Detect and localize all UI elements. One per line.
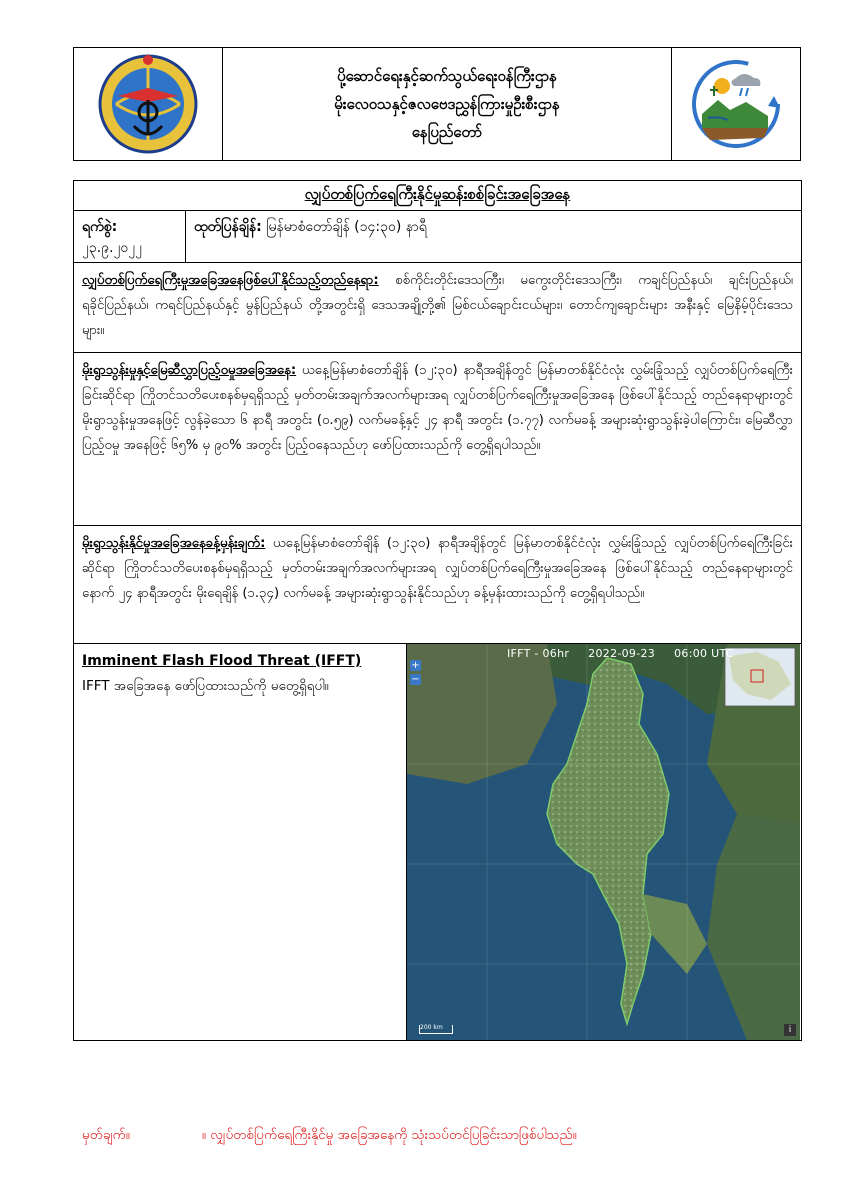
zoom-in-button[interactable]: + — [411, 660, 420, 671]
date-label: ရက်စွဲ: — [82, 219, 118, 235]
footnote-text: ။ လျှပ်တစ်ပြက်ရေကြီးနိုင်မှု အခြေအနေကို သုံးသပ်တင်ပြခြင်းသာဖြစ်ပါသည်။ — [201, 1127, 577, 1143]
header-table — [73, 47, 801, 161]
map-time: 06:00 UTC — [674, 647, 734, 660]
ifft-status-text: IFFT အခြေအနေ ဖော်ပြထားသည်ကို မတွေ့ရှိရပါ။ — [82, 678, 329, 694]
bulletin-title: လျှပ်တစ်ပြက်ရေကြီးနိုင်မှုဆန်းစစ်ခြင်းအခြေအနေ — [74, 181, 801, 211]
map-date: 2022-09-23 — [588, 647, 656, 660]
ifft-map — [407, 644, 800, 1040]
footnote-label: မှတ်ချက်။ — [82, 1127, 130, 1143]
affected-area-section — [74, 263, 801, 353]
date-row — [74, 211, 801, 263]
ministry-logo-icon — [96, 52, 200, 156]
issue-time-value: မြန်မာစံတော်ချိန် (၁၄:၃၀) နာရီ — [266, 219, 427, 235]
ifft-row — [74, 644, 801, 1040]
forecast-section — [74, 526, 801, 644]
header-line-city: နေပြည်တော် — [411, 123, 483, 141]
affected-area-text: စစ်ကိုင်းတိုင်းဒေသကြီး၊ မကွေးတိုင်းဒေသကြီး၊ ကချင်ပြည်နယ်၊ ချင်းပြည်နယ်၊ ရခိုင်ပြည်နယ်၊ ကရင်ပြည်နယ်နှင့် မွန်ပြည်နယ် တို့အတွင်းရှိ ဒေသအချို့တို့၏ မြစ်ငယ်ချောင်းငယ်များ၊ တောင်ကျချောင်းများ အနီးနှင့် မြေနိမ့်ပိုင်းဒေသများ။ — [82, 273, 793, 338]
dmh-logo-cell — [672, 48, 800, 160]
ifft-map-cell — [407, 644, 801, 1040]
map-scale-bar — [419, 1025, 453, 1034]
header-line-department: မိုးလေဝသနှင့်ဇလဗေဒညွှန်ကြားမှုဦးစီးဌာန — [334, 95, 560, 113]
map-product: IFFT - 06hr — [507, 647, 570, 660]
hydrology-cycle-logo-icon — [688, 56, 784, 152]
bulletin-table — [73, 180, 802, 1041]
zoom-out-button[interactable]: − — [411, 674, 420, 685]
date-cell — [74, 211, 186, 262]
current-conditions-text: ယနေ့မြန်မာစံတော်ချိန် (၁၂:၃၀) နာရီအချိန်တွင် မြန်မာတစ်နိုင်ငံလုံး လွှမ်းခြုံသည့် လျှပ်တစ်ပြက်ရေကြီးခြင်းဆိုင်ရာ ကြိုတင်သတိပေးစနစ်မှရရှိသည့် မှတ်တမ်းအချက်အလက်များအရ လျှပ်တစ်ပြက်ရေကြီးမှုအခြေအနေ ဖြစ်ပေါ်နိုင်သည့် တည်နေရာများတွင် မိုးရွာသွန်းမှုအနေဖြင့် လွန်ခဲ့သော ၆ နာရီ အတွင်း (၀.၅၉) လက်မခန့်နှင့် ၂၄ နာရီ အတွင်း (၁.၇၇) လက်မခန့် အများဆုံးရွာသွန်းခဲ့ပါကြောင်း၊ မြေဆီလွှာပြည့်ဝမှု အနေဖြင့် ၆၅% မှ ၉၀% အတွင်း ပြည့်ဝနေသည်ဟု ဖော်ပြထားသည်ကို တွေ့ရှိရပါသည်။ — [82, 363, 793, 453]
myanmar-map-image — [407, 644, 800, 1040]
footnote — [82, 1126, 577, 1146]
forecast-heading: မိုးရွာသွန်းနိုင်မှုအခြေအနေခန့်မှန်းချက်: — [82, 536, 266, 551]
map-header-label — [507, 647, 734, 660]
forecast-text: ယနေ့မြန်မာစံတော်ချိန် (၁၂:၃၀) နာရီအချိန်တွင် မြန်မာတစ်နိုင်ငံလုံး လွှမ်းခြုံသည့် လျှပ်တစ်ပြက်ရေကြီးခြင်းဆိုင်ရာ ကြိုတင်သတိပေးစနစ်မှရရှိသည့် မှတ်တမ်းအချက်အလက်များအရ လျှပ်တစ်ပြက်ရေကြီးမှုအခြေအနေ ဖြစ်ပေါ်နိုင်သည့် တည်နေရာများတွင် နောက် ၂၄ နာရီအတွင်း မိုးရေချိန် (၁.၃၄) လက်မခန့် အများဆုံးရွာသွန်းနိုင်သည်ဟု ခန့်မှန်းထားသည်ကို တွေ့ရှိရပါသည်။ — [82, 536, 794, 601]
current-conditions-section — [74, 353, 801, 526]
ifft-text-cell — [74, 644, 407, 1040]
map-scale-label: 200 km — [420, 1024, 443, 1031]
header-line-ministry: ပို့ဆောင်ရေးနှင့်ဆက်သွယ်ရေးဝန်ကြီးဌာန — [337, 67, 557, 85]
issue-time-label: ထုတ်ပြန်ချိန်: — [194, 219, 262, 235]
date-value: ၂၃.၉.၂၀၂၂ — [82, 240, 143, 256]
affected-area-heading: လျှပ်တစ်ပြက်ရေကြီးမှုအခြေအနေဖြစ်ပေါ်နိုင်သည့်တည်နေရာ: — [82, 273, 379, 288]
header-title — [223, 48, 672, 160]
ifft-title: Imminent Flash Flood Threat (IFFT) — [82, 653, 362, 669]
current-conditions-heading: မိုးရွာသွန်းမှုနှင့်မြေဆီလွှာပြည့်ဝမှုအခြေအနေ: — [82, 363, 297, 378]
issue-time-cell — [186, 211, 801, 262]
ministry-logo-cell — [74, 48, 223, 160]
map-info-icon[interactable]: i — [784, 1024, 796, 1036]
